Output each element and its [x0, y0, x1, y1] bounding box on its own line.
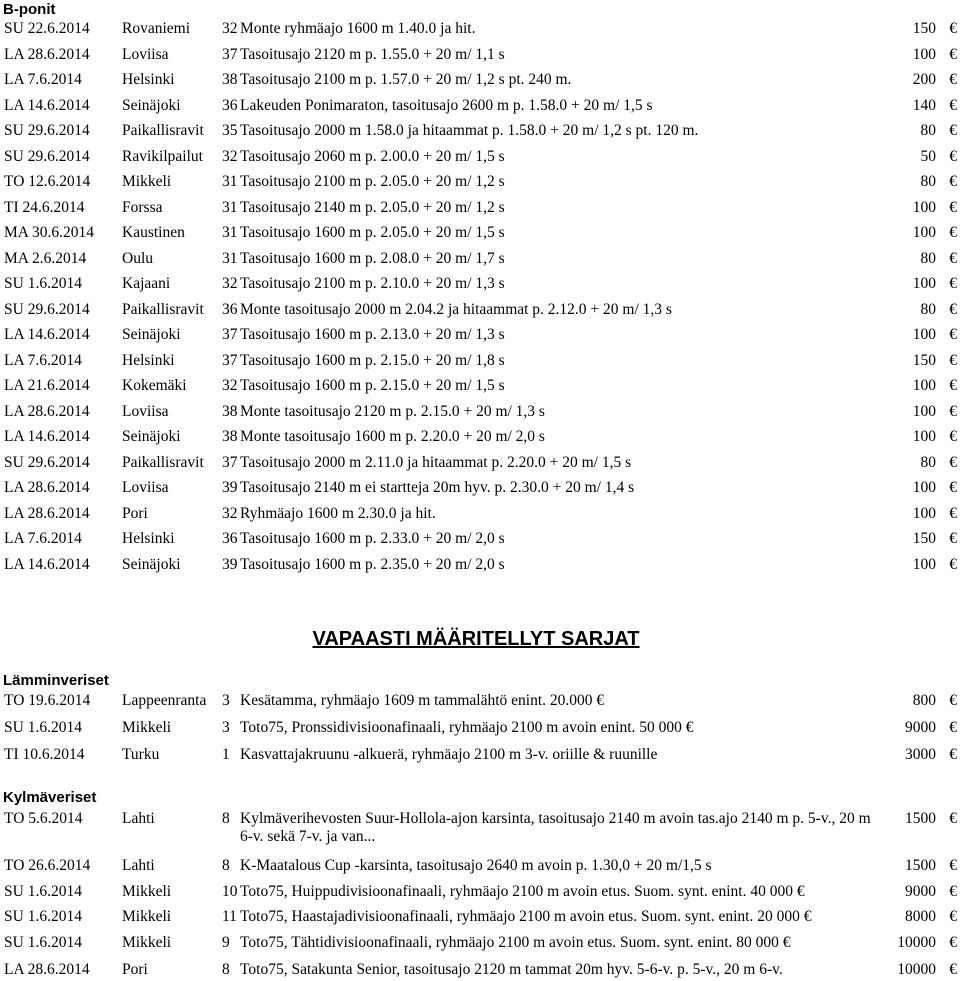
race-number: 32 [222, 147, 238, 165]
date-cell: TO 26.6.2014 [4, 857, 91, 874]
prize-amount: 10000 [897, 961, 936, 978]
section-heading-b-ponit: B-ponit [3, 1, 56, 18]
place-cell: Helsinki [122, 71, 175, 88]
date-cell: SU 22.6.2014 [4, 20, 90, 37]
race-description: Ryhmäajo 1600 m 2.30.0 ja hit. [240, 504, 436, 522]
date-cell: TI 10.6.2014 [4, 746, 85, 763]
place-cell: Pori [122, 961, 148, 978]
race-description: Kesätamma, ryhmäajo 1609 m tammalähtö enint. 20.000 € [240, 692, 605, 709]
place-cell: Loviisa [122, 402, 169, 420]
race-number: 37 [222, 351, 238, 369]
place-cell: Mikkeli [122, 173, 172, 190]
race-description: K-Maatalous Cup -karsinta, tasoitusajo 2640 m avoin p. 1.30,0 + 20 m/1,5 s [240, 857, 712, 874]
euro-sign: € [949, 326, 957, 343]
section-heading-lamminveriset: Lämminveriset [3, 672, 109, 689]
prize-amount: 100 [912, 504, 936, 522]
race-description: Kasvattajakruunu -alkuerä, ryhmäajo 2100 m 3-v. oriille & ruunille [240, 746, 658, 763]
euro-sign: € [949, 810, 957, 827]
place-cell: Kaustinen [122, 224, 185, 241]
prize-amount: 100 [912, 45, 936, 63]
place-cell: Pori [122, 504, 148, 522]
race-description: Monte tasoitusajo 2120 m p. 2.15.0 + 20 m/ 1,3 s [240, 402, 545, 420]
race-description: Tasoitusajo 2140 m p. 2.05.0 + 20 m/ 1,2 s [240, 198, 505, 216]
date-cell: LA 14.6.2014 [4, 96, 90, 114]
prize-amount: 100 [912, 402, 936, 420]
place-cell: Paikallisravit [122, 122, 204, 139]
prize-amount: 100 [912, 377, 936, 394]
place-cell: Paikallisravit [122, 300, 204, 318]
race-number: 11 [222, 908, 237, 925]
prize-amount: 1500 [905, 810, 936, 827]
euro-sign: € [949, 300, 957, 318]
place-cell: Mikkeli [122, 719, 172, 736]
prize-amount: 100 [912, 479, 936, 496]
race-description: Monte ryhmäajo 1600 m 1.40.0 ja hit. [240, 20, 476, 37]
prize-amount: 150 [912, 351, 936, 369]
date-cell: MA 2.6.2014 [4, 249, 87, 267]
place-cell: Rovaniemi [122, 20, 191, 37]
place-cell: Mikkeli [122, 883, 172, 900]
prize-amount: 150 [912, 20, 936, 37]
race-number: 31 [222, 249, 238, 267]
euro-sign: € [949, 504, 957, 522]
section-title-text: VAPAASTI MÄÄRITELLYT SARJAT [312, 628, 640, 650]
prize-amount: 200 [912, 71, 936, 88]
prize-amount: 100 [912, 224, 936, 241]
race-description: Tasoitusajo 2060 m p. 2.00.0 + 20 m/ 1,5 s [240, 147, 505, 165]
race-description: Toto75, Haastajadivisioonafinaali, ryhmäajo 2100 m avoin etus. Suom. synt. enint. 20 000 € [240, 908, 812, 925]
race-description: Tasoitusajo 1600 m p. 2.15.0 + 20 m/ 1,5 s [240, 377, 505, 394]
euro-sign: € [949, 530, 957, 547]
place-cell: Kajaani [122, 275, 171, 292]
euro-sign: € [949, 224, 957, 241]
prize-amount: 100 [912, 555, 936, 573]
date-cell: TO 19.6.2014 [4, 692, 91, 709]
date-cell: SU 1.6.2014 [4, 934, 82, 951]
place-cell: Lappeenranta [122, 692, 207, 709]
prize-amount: 80 [920, 173, 936, 190]
race-description: Tasoitusajo 2100 m p. 2.05.0 + 20 m/ 1,2 s [240, 173, 505, 190]
place-cell: Helsinki [122, 351, 175, 369]
race-description: Tasoitusajo 1600 m p. 2.35.0 + 20 m/ 2,0 s [240, 555, 505, 573]
race-description: Tasoitusajo 2140 m ei startteja 20m hyv. p. 2.30.0 + 20 m/ 1,4 s [240, 479, 635, 496]
date-cell: LA 7.6.2014 [4, 351, 82, 369]
prize-amount: 1500 [905, 857, 936, 874]
race-number: 10 [222, 883, 238, 900]
euro-sign: € [949, 428, 957, 445]
prize-amount: 9000 [905, 719, 936, 736]
euro-sign: € [949, 249, 957, 267]
race-number: 39 [222, 555, 238, 573]
date-cell: SU 1.6.2014 [4, 719, 82, 736]
place-cell: Helsinki [122, 530, 175, 547]
date-cell: LA 28.6.2014 [4, 961, 90, 978]
race-description: Toto75, Pronssidivisioonafinaali, ryhmäajo 2100 m avoin enint. 50 000 € [240, 719, 694, 736]
place-cell: Oulu [122, 249, 153, 267]
date-cell: SU 29.6.2014 [4, 453, 90, 471]
race-description: Tasoitusajo 1600 m p. 2.08.0 + 20 m/ 1,7 s [240, 249, 505, 267]
date-cell: LA 14.6.2014 [4, 428, 90, 445]
euro-sign: € [949, 20, 957, 37]
race-number: 31 [222, 224, 238, 241]
race-number: 35 [222, 122, 238, 139]
euro-sign: € [949, 377, 957, 394]
place-cell: Kokemäki [122, 377, 187, 394]
race-description: Tasoitusajo 1600 m p. 2.15.0 + 20 m/ 1,8 s [240, 351, 505, 369]
place-cell: Lahti [122, 810, 155, 827]
prize-amount: 100 [912, 428, 936, 445]
prize-amount: 150 [912, 530, 936, 547]
race-description: Tasoitusajo 1600 m p. 2.13.0 + 20 m/ 1,3 s [240, 326, 505, 343]
date-cell: LA 21.6.2014 [4, 377, 90, 394]
race-number: 8 [222, 857, 230, 874]
place-cell: Mikkeli [122, 908, 172, 925]
prize-amount: 80 [920, 453, 936, 471]
place-cell: Ravikilpailut [122, 147, 203, 165]
place-cell: Turku [122, 746, 160, 763]
race-number: 31 [222, 173, 238, 190]
race-number: 8 [222, 810, 230, 827]
prize-amount: 50 [920, 147, 936, 165]
date-cell: LA 14.6.2014 [4, 555, 90, 573]
race-description: Tasoitusajo 2120 m p. 1.55.0 + 20 m/ 1,1 s [240, 45, 505, 63]
prize-amount: 80 [920, 249, 936, 267]
prize-amount: 10000 [897, 934, 936, 951]
race-number: 3 [222, 692, 230, 709]
date-cell: LA 28.6.2014 [4, 45, 90, 63]
date-cell: TO 12.6.2014 [4, 173, 91, 190]
race-description: Tasoitusajo 2000 m 1.58.0 ja hitaammat p. 1.58.0 + 20 m/ 1,2 s pt. 120 m. [240, 122, 699, 139]
race-description: Tasoitusajo 2000 m 2.11.0 ja hitaammat p. 2.20.0 + 20 m/ 1,5 s [240, 453, 632, 471]
race-number: 36 [222, 96, 238, 114]
euro-sign: € [949, 692, 957, 709]
race-number: 1 [222, 746, 230, 763]
prize-amount: 80 [920, 300, 936, 318]
race-number: 8 [222, 961, 230, 978]
race-number: 9 [222, 934, 230, 951]
prize-amount: 140 [912, 96, 936, 114]
euro-sign: € [949, 934, 957, 951]
euro-sign: € [949, 961, 957, 978]
prize-amount: 80 [920, 122, 936, 139]
prize-amount: 100 [912, 326, 936, 343]
place-cell: Loviisa [122, 479, 169, 496]
date-cell: LA 7.6.2014 [4, 530, 82, 547]
date-cell: SU 1.6.2014 [4, 883, 82, 900]
euro-sign: € [949, 402, 957, 420]
euro-sign: € [949, 275, 957, 292]
prize-amount: 9000 [905, 883, 936, 900]
euro-sign: € [949, 908, 957, 925]
euro-sign: € [949, 198, 957, 216]
race-number: 38 [222, 402, 238, 420]
place-cell: Loviisa [122, 45, 169, 63]
section-title [0, 628, 960, 651]
euro-sign: € [949, 122, 957, 139]
race-description: Toto75, Tähtidivisioonafinaali, ryhmäajo 2100 m avoin etus. Suom. synt. enint. 80 000 € [240, 934, 791, 951]
race-number: 37 [222, 453, 238, 471]
place-cell: Seinäjoki [122, 326, 181, 343]
date-cell: MA 30.6.2014 [4, 224, 94, 241]
date-cell: LA 14.6.2014 [4, 326, 90, 343]
prize-amount: 800 [912, 692, 936, 709]
race-number: 38 [222, 71, 238, 88]
race-description: Toto75, Satakunta Senior, tasoitusajo 2120 m tammat 20m hyv. 5-6-v. p. 5-v., 20 m 6-v. [240, 961, 783, 978]
date-cell: LA 7.6.2014 [4, 71, 82, 88]
date-cell: TO 5.6.2014 [4, 810, 83, 827]
euro-sign: € [949, 71, 957, 88]
euro-sign: € [949, 45, 957, 63]
place-cell: Lahti [122, 857, 155, 874]
race-number: 3 [222, 719, 230, 736]
race-description: Kylmäverihevosten Suur-Hollola-ajon karsinta, tasoitusajo 2140 m avoin tas.ajo 2140 m p. 5-v., 20 m 6-v. sekä 7-v. ja van... [240, 810, 871, 845]
race-number: 31 [222, 198, 238, 216]
euro-sign: € [949, 857, 957, 874]
race-number: 32 [222, 504, 238, 522]
race-number: 32 [222, 377, 238, 394]
euro-sign: € [949, 746, 957, 763]
prize-amount: 3000 [905, 746, 936, 763]
race-number: 37 [222, 326, 238, 343]
prize-amount: 100 [912, 198, 936, 216]
euro-sign: € [949, 883, 957, 900]
race-number: 38 [222, 428, 238, 445]
section-heading-kylmaveriset: Kylmäveriset [3, 789, 97, 806]
date-cell: SU 29.6.2014 [4, 122, 90, 139]
place-cell: Paikallisravit [122, 453, 204, 471]
place-cell: Mikkeli [122, 934, 172, 951]
race-number: 36 [222, 530, 238, 547]
place-cell: Forssa [122, 198, 163, 216]
euro-sign: € [949, 96, 957, 114]
race-number: 37 [222, 45, 238, 63]
euro-sign: € [949, 719, 957, 736]
race-number: 39 [222, 479, 238, 496]
race-description: Tasoitusajo 1600 m p. 2.05.0 + 20 m/ 1,5 s [240, 224, 505, 241]
place-cell: Seinäjoki [122, 96, 181, 114]
euro-sign: € [949, 351, 957, 369]
euro-sign: € [949, 479, 957, 496]
prize-amount: 8000 [905, 908, 936, 925]
race-description: Monte tasoitusajo 2000 m 2.04.2 ja hitaammat p. 2.12.0 + 20 m/ 1,3 s [240, 300, 672, 318]
race-number: 36 [222, 300, 238, 318]
date-cell: TI 24.6.2014 [4, 198, 85, 216]
euro-sign: € [949, 555, 957, 573]
race-description: Tasoitusajo 1600 m p. 2.33.0 + 20 m/ 2,0 s [240, 530, 505, 547]
euro-sign: € [949, 173, 957, 190]
place-cell: Seinäjoki [122, 428, 181, 445]
race-number: 32 [222, 20, 238, 37]
race-description: Tasoitusajo 2100 m p. 1.57.0 + 20 m/ 1,2 s pt. 240 m. [240, 71, 572, 88]
euro-sign: € [949, 147, 957, 165]
race-description: Tasoitusajo 2100 m p. 2.10.0 + 20 m/ 1,3 s [240, 275, 505, 292]
date-cell: SU 29.6.2014 [4, 147, 90, 165]
race-description: Toto75, Huippudivisioonafinaali, ryhmäajo 2100 m avoin etus. Suom. synt. enint. 40 000 € [240, 883, 805, 900]
date-cell: SU 1.6.2014 [4, 908, 82, 925]
euro-sign: € [949, 453, 957, 471]
race-description: Monte tasoitusajo 1600 m p. 2.20.0 + 20 m/ 2,0 s [240, 428, 545, 445]
race-description: Lakeuden Ponimaraton, tasoitusajo 2600 m p. 1.58.0 + 20 m/ 1,5 s [240, 96, 653, 114]
race-number: 32 [222, 275, 238, 292]
date-cell: LA 28.6.2014 [4, 479, 90, 496]
date-cell: SU 1.6.2014 [4, 275, 82, 292]
prize-amount: 100 [912, 275, 936, 292]
date-cell: LA 28.6.2014 [4, 402, 90, 420]
date-cell: SU 29.6.2014 [4, 300, 90, 318]
place-cell: Seinäjoki [122, 555, 181, 573]
date-cell: LA 28.6.2014 [4, 504, 90, 522]
